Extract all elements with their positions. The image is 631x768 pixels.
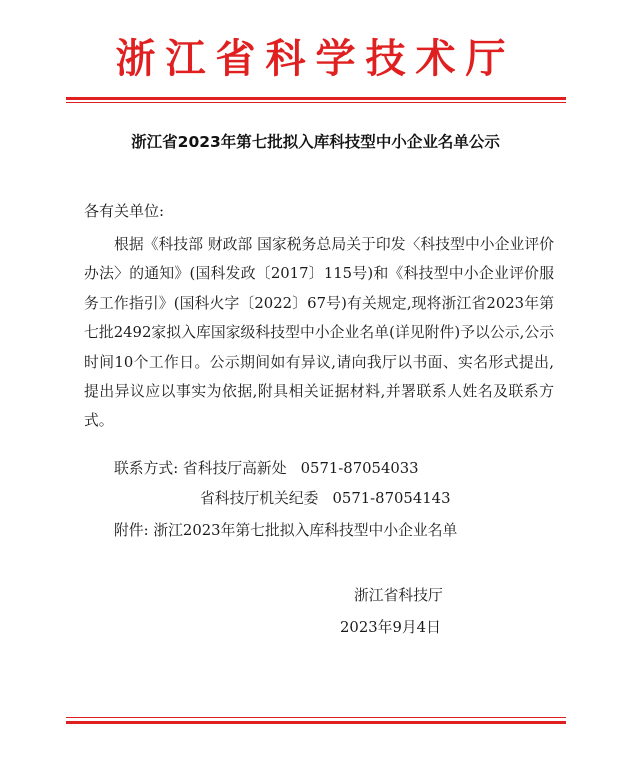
- contact-line-1: [114, 458, 419, 480]
- body-paragraph: 根据《科技部 财政部 国家税务总局关于印发〈科技型中小企业评价办法〉的通知》(国科发政〔2017〕115号)和《科技型中小企业评价服务工作指引》(国科火字〔2022〕67号)有关规定,现将浙江省2023年第七批2492家拟入库国家级科技型中小企业名单(详见附件)予以公示,公示时间10个工作日。公示期间如有异议,请向我厅以书面、实名形式提出,提出异议应以事实为依据,附具相关证据材料,并署联系人姓名及联系方式。: [84, 236, 554, 430]
- footer-rule-thick: [66, 721, 566, 724]
- attachment-text: 浙江2023年第七批拟入库科技型中小企业名单: [153, 522, 458, 539]
- issue-date: 2023年9月4日: [340, 619, 441, 636]
- agency-header: 浙江省科学技术厅: [115, 36, 516, 82]
- contact-dept-1: 省科技厅高新处: [182, 460, 287, 477]
- footer-rule-thin: [66, 717, 566, 718]
- salutation: 各有关单位:: [84, 202, 165, 220]
- issuer-signature: 浙江省科技厅: [354, 587, 443, 604]
- contact-line-2: [200, 488, 451, 510]
- header-rule-thick: [66, 97, 566, 100]
- header-rule-thin: [66, 102, 566, 103]
- contact-label: 联系方式:: [114, 460, 179, 477]
- contact-dept-2: 省科技厅机关纪委: [200, 490, 319, 507]
- contact-phone-1: 0571-87054033: [300, 460, 419, 477]
- attachment-label: 附件:: [114, 522, 149, 539]
- attachment-line: [114, 520, 457, 542]
- contact-phone-2: 0571-87054143: [332, 490, 451, 507]
- document-title: 浙江省2023年第七批拟入库科技型中小企业名单公示: [131, 133, 500, 151]
